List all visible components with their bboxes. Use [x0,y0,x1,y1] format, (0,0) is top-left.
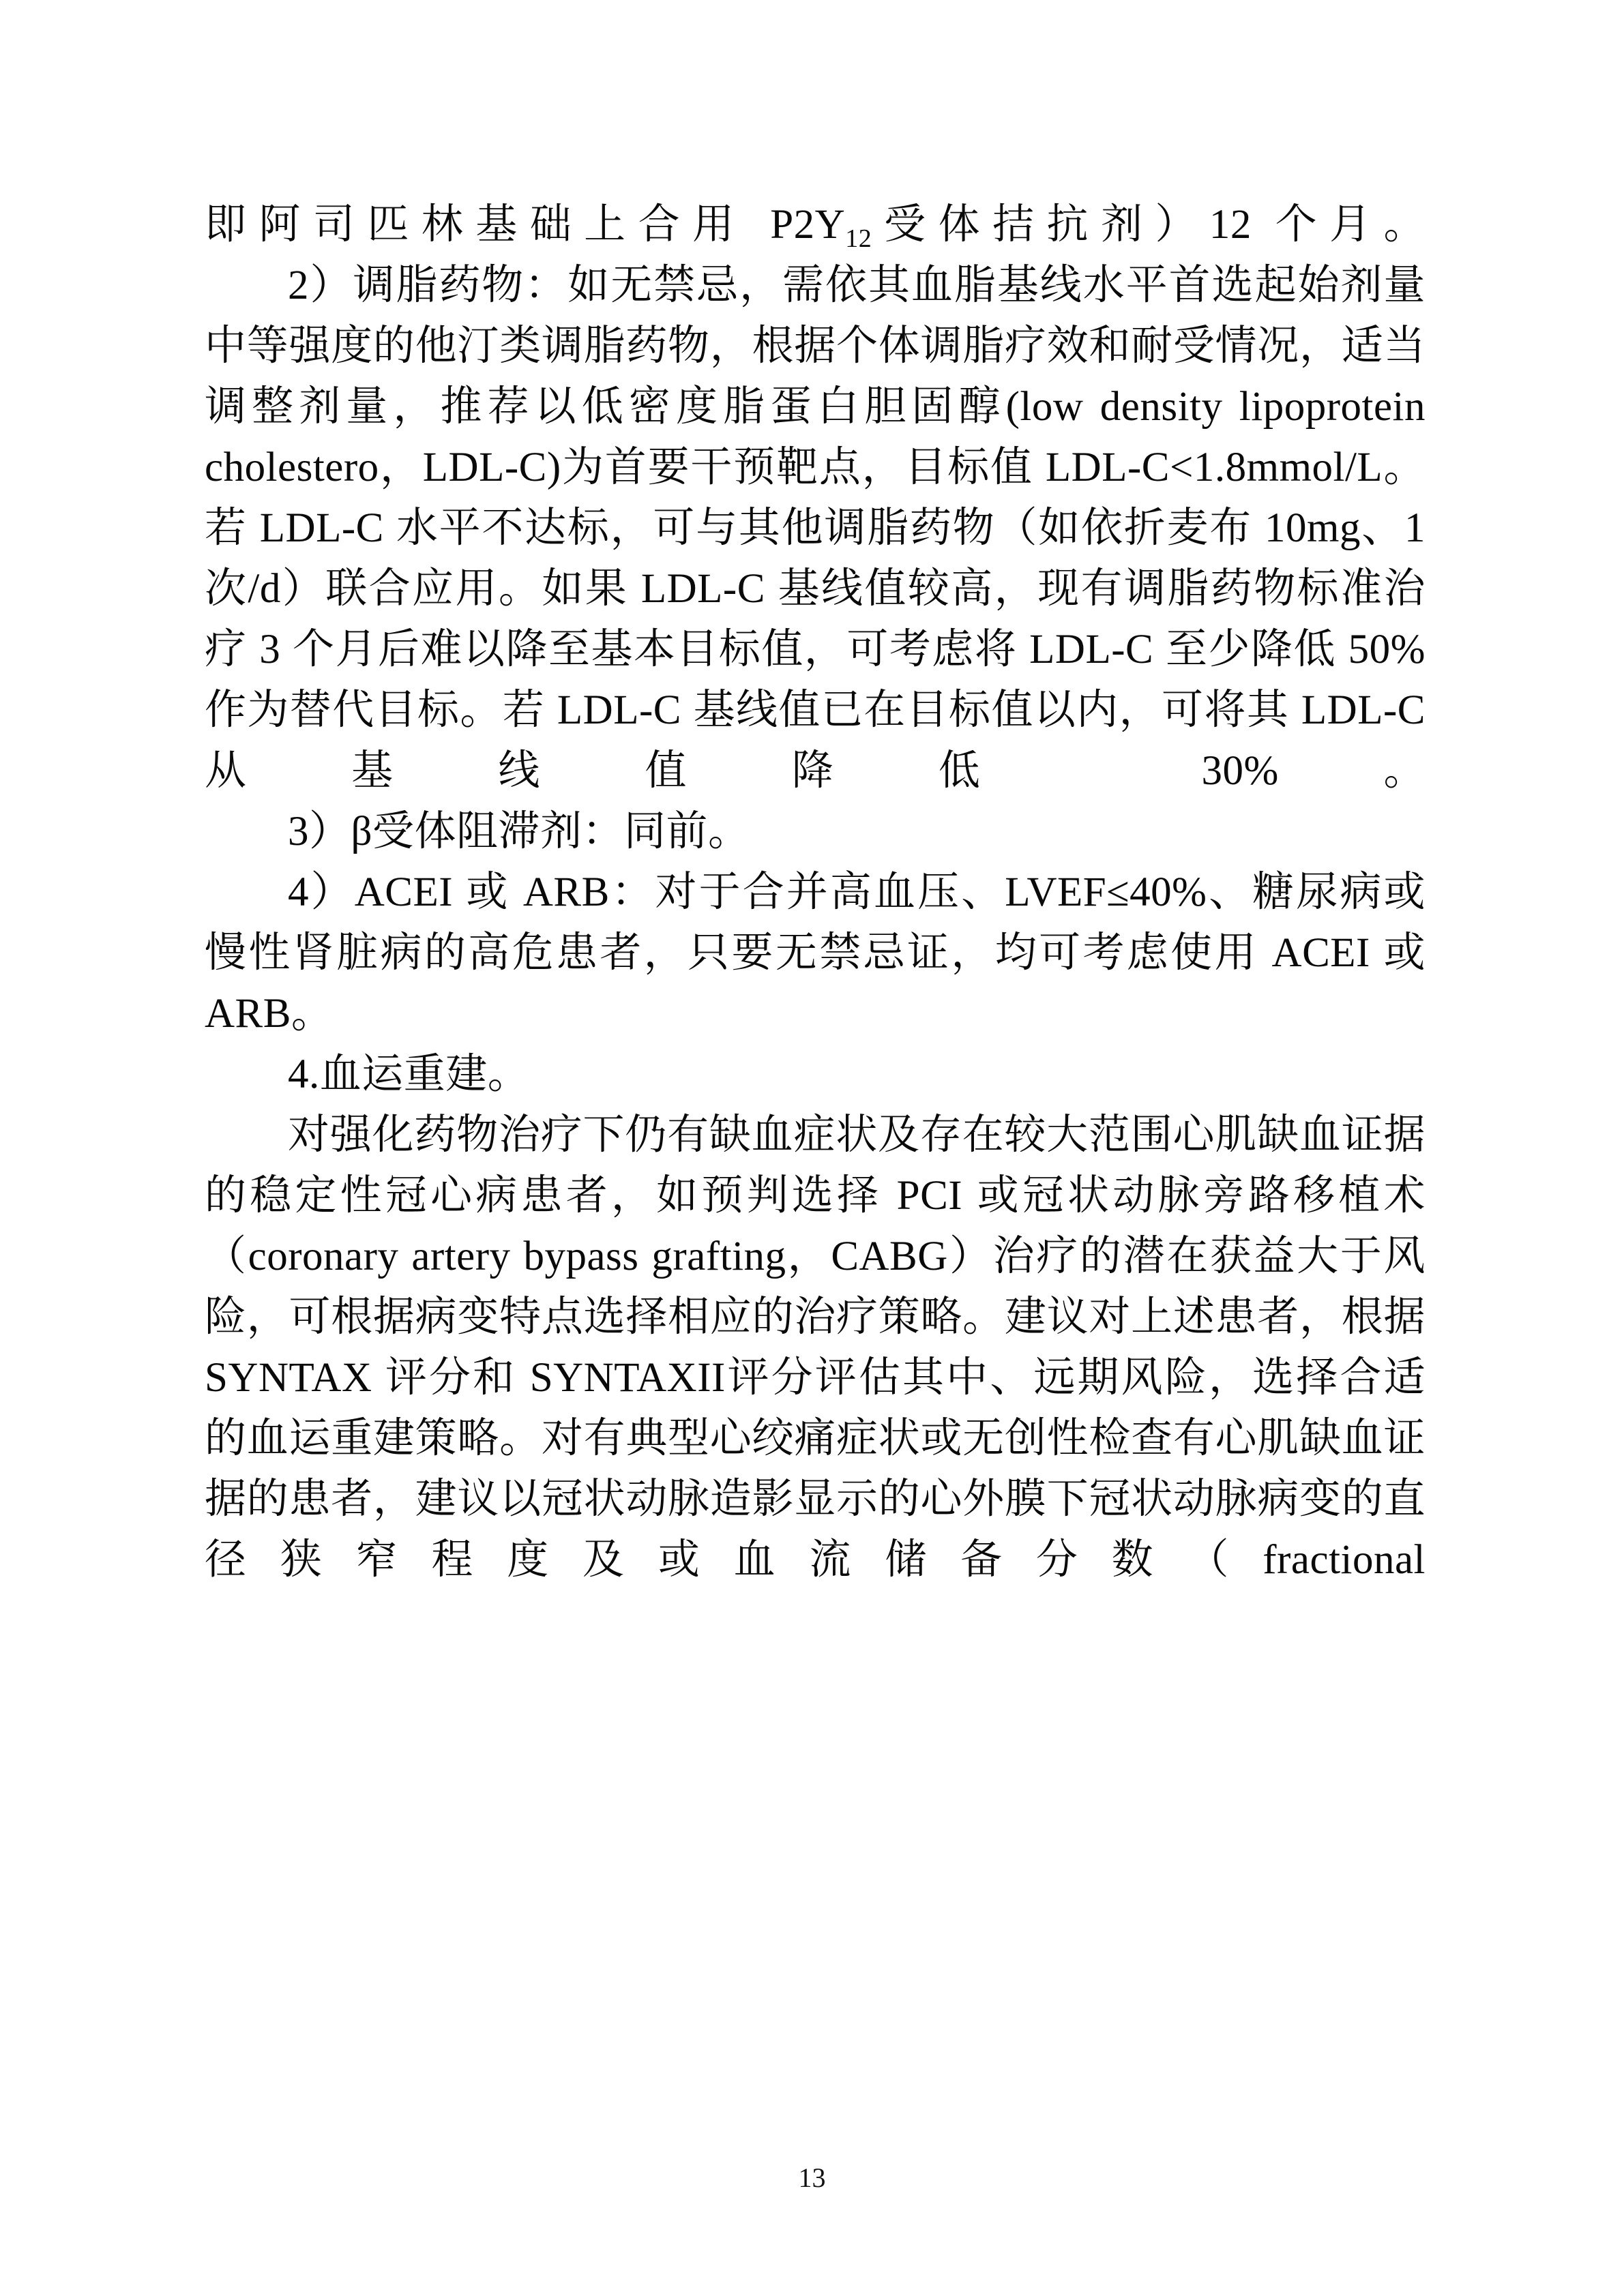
paragraph-acei-or-arb: 4）ACEI 或 ARB：对于合并高血压、LVEF≤40%、糖尿病或慢性肾脏病的高危患者，只要无禁忌证，均可考虑使用 ACEI 或 ARB。 [205,869,1426,1037]
subscript-run: 12 [845,224,872,254]
paragraph-continued-dapt [205,194,1426,255]
page-number: 13 [798,2162,826,2193]
text-run: 即阿司匹林基础上合用 P2Y [205,202,846,248]
paragraph-beta-blocker: 3）β受体阻滞剂：同前。 [288,809,750,854]
text-run: 受体拮抗剂）12 个月。 [872,202,1426,248]
paragraph-revascularization-body: 对强化药物治疗下仍有缺血症状及存在较大范围心肌缺血证据的稳定性冠心病患者，如预判选择 PCI 或冠状动脉旁路移植术（coronary artery bypass grafting，CABG）治疗的潜在获益大于风险，可根据病变特点选择相应的治疗策略。建议对上述患者，根据 SYNTAX 评分和 SYNTAXII评分评估其中、远期风险，选择合适的血运重建策略。对有典型心绞痛症状或无创性检查有心肌缺血证据的患者，建议以冠状动脉造影显示的心外膜下冠状动脉病变的直径狭窄程度及或血流储备分数（fractional [205,1112,1426,1583]
paragraph-lipid-lowering-drugs: 2）调脂药物：如无禁忌，需依其血脂基线水平首选起始剂量中等强度的他汀类调脂药物，根据个体调脂疗效和耐受情况，适当调整剂量，推荐以低密度脂蛋白胆固醇(low density lipoprotein cholestero，LDL-C)为首要干预靶点，目标值 LDL-C<1.8mmol/L。若 LDL-C 水平不达标，可与其他调脂药物（如依折麦布 10mg、1 次/d）联合应用。如果 LDL-C 基线值较高，现有调脂药物标准治疗 3 个月后难以降至基本目标值，可考虑将 LDL-C 至少降低 50%作为替代目标。若 LDL-C 基线值已在目标值以内，可将其 LDL-C 从基线值降低 30%。 [205,263,1426,794]
page-body-text-column [205,194,1426,1590]
paragraph-heading-revascularization: 4.血运重建。 [288,1052,530,1097]
